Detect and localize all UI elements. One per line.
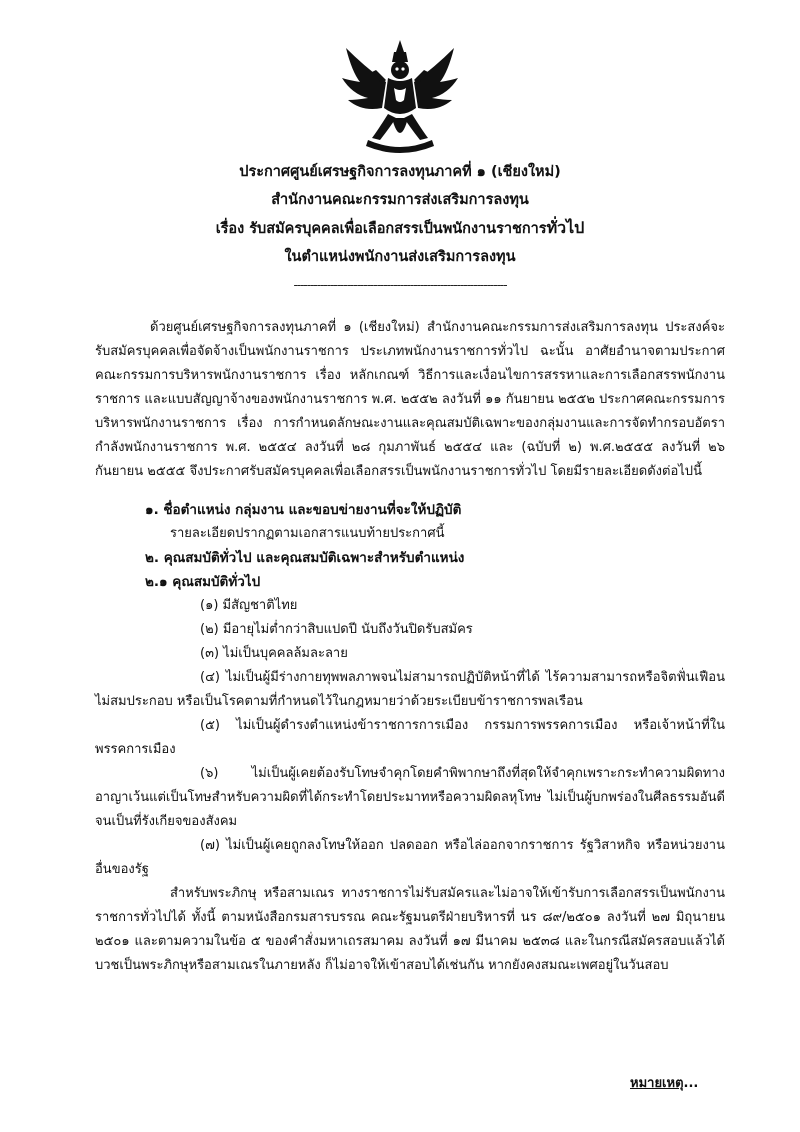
footer-note bbox=[630, 1072, 698, 1093]
document-header bbox=[0, 158, 800, 271]
footer-suffix: ... bbox=[683, 1076, 699, 1091]
subject-text: เรื่อง รับสมัครบุคคลเพื่อเลือกสรรเป็นพนักงานราชการ bbox=[215, 221, 547, 237]
header-divider: ---------------------------------------------------------------- bbox=[293, 278, 507, 292]
qualification-item: (๓) ไม่เป็นบุคคลล้มละลาย bbox=[200, 646, 348, 661]
document-body bbox=[95, 316, 725, 978]
section-2-title: ๒. คุณสมบัติทั่วไป และคุณสมบัติเฉพาะสำหรับตำแหน่ง bbox=[145, 550, 465, 566]
qualification-item: (๗) ไม่เป็นผู้เคยถูกลงโทษให้ออก ปลดออก หรือไล่ออกจากราชการ รัฐวิสาหกิจ หรือหน่วยงานอื่นของรัฐ bbox=[95, 838, 725, 877]
qualification-item: (๕) ไม่เป็นผู้ดำรงตำแหน่งข้าราชการการเมือง กรรมการพรรคการเมือง หรือเจ้าหน้าที่ในพรรคการเมือง bbox=[95, 718, 725, 757]
footer-label: หมายเหตุ bbox=[630, 1076, 684, 1091]
header-line-4: ในตำแหน่งพนักงานส่งเสริมการลงทุน bbox=[284, 249, 516, 265]
qualification-item: (๒) มีอายุไม่ต่ำกว่าสิบแปดปี นับถึงวันปิดรับสมัคร bbox=[200, 622, 473, 637]
qualification-item: (๖) ไม่เป็นผู้เคยต้องรับโทษจำคุกโดยคำพิพากษาถึงที่สุดให้จำคุกเพราะกระทำความผิดทางอาญาเว้นแต่เป็นโทษสำหรับความผิดที่ได้กระทำโดยประมาทหรือความผิดลหุโทษ ไม่เป็นผู้บกพร่องในศีลธรรมอันดีจนเป็นที่รังเกียจของสังคม bbox=[95, 766, 725, 829]
subject-emphasis: ทั่วไป bbox=[546, 218, 585, 237]
monk-note-paragraph: สำหรับพระภิกษุ หรือสามเณร ทางราชการไม่รับสมัครและไม่อาจให้เข้ารับการเลือกสรรเป็นพนักงานราชการทั่วไปได้ ทั้งนี้ ตามหนังสือกรมสารบรรณ คณะรัฐมนตรีฝ่ายบริหารที่ นร ๘๙/๒๕๐๑ ลงวันที่ ๒๗ มิถุนายน ๒๕๐๑ และตามความในข้อ ๕ ของคำสั่งมหาเถรสมาคม ลงวันที่ ๑๗ มีนาคม ๒๕๓๘ และในกรณีสมัครสอบแล้วได้บวชเป็นพระภิกษุหรือสามเณรในภายหลัง ก็ไม่อาจให้เข้าสอบได้เช่นกัน หากยังคงสมณะเพศอยู่ในวันสอบ bbox=[95, 886, 725, 973]
garuda-emblem-icon bbox=[338, 38, 462, 162]
header-line-3 bbox=[0, 214, 800, 243]
section-1-title: ๑. ชื่อตำแหน่ง กลุ่มงาน และขอบข่ายงานที่จะให้ปฏิบัติ bbox=[145, 502, 462, 518]
header-line-2: สำนักงานคณะกรรมการส่งเสริมการลงทุน bbox=[271, 192, 529, 208]
section-2-1-title: ๒.๑ คุณสมบัติทั่วไป bbox=[145, 574, 261, 590]
intro-paragraph: ด้วยศูนย์เศรษฐกิจการลงทุนภาคที่ ๑ (เชียงใหม่) สำนักงานคณะกรรมการส่งเสริมการลงทุน ประสงค์จะรับสมัครบุคคลเพื่อจัดจ้างเป็นพนักงานราชการ ประเภทพนักงานราชการทั่วไป ฉะนั้น อาศัยอำนาจตามประกาศคณะกรรมการบริหารพนักงานราชการ เรื่อง หลักเกณฑ์ วิธีการและเงื่อนไขการสรรหาและการเลือกสรรพนักงานราชการ และแบบสัญญาจ้างของพนักงานราชการ พ.ศ. ๒๕๕๒ ลงวันที่ ๑๑ กันยายน ๒๕๕๒ ประกาศคณะกรรมการบริหารพนักงานราชการ เรื่อง การกำหนดลักษณะงานและคุณสมบัติเฉพาะของกลุ่มงานและการจัดทำกรอบอัตรากำลังพนักงานราชการ พ.ศ. ๒๕๕๔ ลงวันที่ ๒๘ กุมภาพันธ์ ๒๕๕๔ และ (ฉบับที่ ๒) พ.ศ.๒๕๕๕ ลงวันที่ ๒๖ กันยายน ๒๕๕๕ จึงประกาศรับสมัครบุคคลเพื่อเลือกสรรเป็นพนักงานราชการทั่วไป โดยมีรายละเอียดดังต่อไปนี้ bbox=[95, 320, 725, 479]
header-line-1: ประกาศศูนย์เศรษฐกิจการลงทุนภาคที่ ๑ (เชียงใหม่) bbox=[239, 164, 561, 180]
qualification-item: (๔) ไม่เป็นผู้มีร่างกายทุพพลภาพจนไม่สามารถปฏิบัติหน้าที่ได้ ไร้ความสามารถหรือจิตฟั่นเฟือนไม่สมประกอบ หรือเป็นโรคตามที่กำหนดไว้ในกฎหมายว่าด้วยระเบียบข้าราชการพลเรือน bbox=[95, 670, 725, 709]
qualification-item: (๑) มีสัญชาติไทย bbox=[200, 598, 298, 613]
section-1-detail: รายละเอียดปรากฏตามเอกสารแนบท้ายประกาศนี้ bbox=[170, 526, 445, 541]
